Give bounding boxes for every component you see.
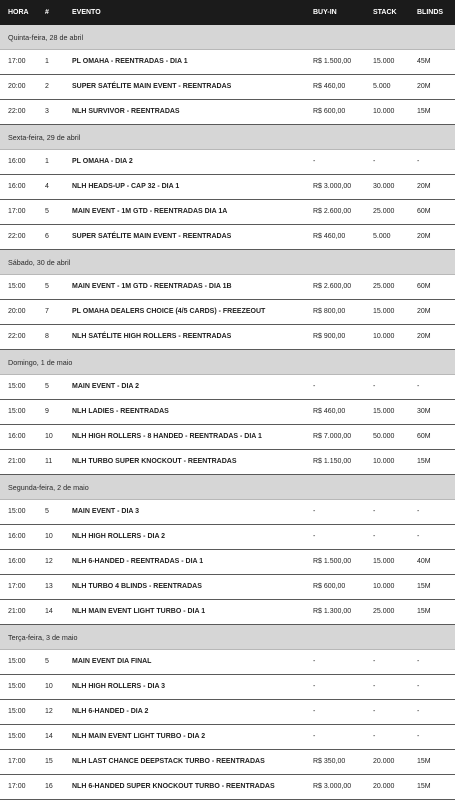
cell-stack: 5.000 [373, 233, 391, 240]
table-row [0, 600, 455, 625]
cell-number: 3 [45, 108, 49, 115]
cell-blinds: 15M [417, 108, 431, 115]
cell-number: 4 [45, 183, 49, 190]
table-row [0, 375, 455, 400]
cell-time: 16:00 [8, 558, 26, 565]
table-row [0, 75, 455, 100]
cell-stack: - [373, 658, 376, 665]
cell-event: SUPER SATÉLITE MAIN EVENT - REENTRADAS [72, 233, 232, 240]
cell-stack: - [373, 683, 376, 690]
cell-stack: 25.000 [373, 608, 395, 615]
cell-blinds: - [417, 383, 420, 390]
table-row [0, 450, 455, 475]
cell-buyin: R$ 350,00 [313, 758, 346, 765]
cell-buyin: - [313, 708, 316, 715]
table-row [0, 400, 455, 425]
cell-stack: 10.000 [373, 333, 395, 340]
header-evento: EVENTO [72, 9, 101, 16]
cell-number: 9 [45, 408, 49, 415]
cell-stack: - [373, 508, 376, 515]
table-row [0, 300, 455, 325]
cell-number: 2 [45, 83, 49, 90]
cell-buyin: R$ 3.000,00 [313, 783, 352, 790]
cell-stack: 30.000 [373, 183, 395, 190]
header-blinds: BLINDS [417, 9, 444, 16]
cell-buyin: R$ 1.500,00 [313, 58, 352, 65]
cell-buyin: R$ 600,00 [313, 108, 346, 115]
cell-number: 15 [45, 758, 53, 765]
table-row [0, 425, 455, 450]
cell-blinds: 45M [417, 58, 431, 65]
cell-time: 15:00 [8, 508, 26, 515]
cell-number: 6 [45, 233, 49, 240]
cell-buyin: - [313, 733, 316, 740]
table-row [0, 225, 455, 250]
cell-blinds: - [417, 533, 420, 540]
cell-number: 16 [45, 783, 53, 790]
cell-blinds: - [417, 508, 420, 515]
cell-event: NLH HEADS-UP - CAP 32 - DIA 1 [72, 183, 180, 190]
cell-time: 22:00 [8, 108, 26, 115]
cell-blinds: - [417, 658, 420, 665]
cell-buyin: R$ 600,00 [313, 583, 346, 590]
day-header: Sábado, 30 de abril [0, 250, 455, 275]
cell-event: NLH SATÉLITE HIGH ROLLERS - REENTRADAS [72, 333, 232, 340]
cell-event: NLH MAIN EVENT LIGHT TURBO - DIA 1 [72, 608, 206, 615]
table-row [0, 725, 455, 750]
cell-event: NLH 6-HANDED - REENTRADAS - DIA 1 [72, 558, 204, 565]
cell-time: 15:00 [8, 683, 26, 690]
cell-number: 1 [45, 58, 49, 65]
cell-event: NLH LAST CHANCE DEEPSTACK TURBO - REENTRADAS [72, 758, 265, 765]
header-buyin: BUY-IN [313, 9, 337, 16]
cell-event: NLH LADIES - REENTRADAS [72, 408, 169, 415]
cell-number: 12 [45, 708, 53, 715]
day-header: Quinta-feira, 28 de abril [0, 25, 455, 50]
cell-number: 10 [45, 683, 53, 690]
day-header: Sexta-feira, 29 de abril [0, 125, 455, 150]
table-row [0, 575, 455, 600]
cell-event: NLH 6-HANDED - DIA 2 [72, 708, 149, 715]
cell-time: 15:00 [8, 408, 26, 415]
cell-blinds: - [417, 683, 420, 690]
cell-time: 22:00 [8, 233, 26, 240]
cell-blinds: 20M [417, 308, 431, 315]
cell-buyin: R$ 1.300,00 [313, 608, 352, 615]
table-row [0, 550, 455, 575]
cell-event: NLH HIGH ROLLERS - DIA 2 [72, 533, 166, 540]
cell-number: 5 [45, 383, 49, 390]
cell-blinds: 15M [417, 783, 431, 790]
table-row [0, 100, 455, 125]
cell-stack: 10.000 [373, 458, 395, 465]
cell-stack: 10.000 [373, 583, 395, 590]
cell-number: 5 [45, 658, 49, 665]
table-row [0, 50, 455, 75]
cell-event: NLH 6-HANDED SUPER KNOCKOUT TURBO - REENTRADAS [72, 783, 275, 790]
cell-stack: 20.000 [373, 758, 395, 765]
cell-buyin: - [313, 683, 316, 690]
cell-event: NLH SURVIVOR - REENTRADAS [72, 108, 180, 115]
cell-stack: 15.000 [373, 408, 395, 415]
cell-buyin: R$ 900,00 [313, 333, 346, 340]
cell-time: 20:00 [8, 308, 26, 315]
table-row [0, 525, 455, 550]
cell-blinds: 30M [417, 408, 431, 415]
cell-event: NLH HIGH ROLLERS - 8 HANDED - REENTRADAS - DIA 1 [72, 433, 262, 440]
cell-buyin: - [313, 508, 316, 515]
cell-blinds: 60M [417, 433, 431, 440]
cell-number: 14 [45, 608, 53, 615]
table-row [0, 750, 455, 775]
cell-number: 5 [45, 283, 49, 290]
cell-blinds: 40M [417, 558, 431, 565]
table-header [0, 0, 455, 25]
cell-stack: 15.000 [373, 58, 395, 65]
header-number: # [45, 9, 49, 16]
cell-event: NLH MAIN EVENT LIGHT TURBO - DIA 2 [72, 733, 206, 740]
cell-buyin: R$ 800,00 [313, 308, 346, 315]
table-row [0, 325, 455, 350]
cell-buyin: R$ 460,00 [313, 233, 346, 240]
cell-buyin: - [313, 383, 316, 390]
cell-stack: - [373, 533, 376, 540]
cell-blinds: 60M [417, 208, 431, 215]
cell-time: 22:00 [8, 333, 26, 340]
cell-event: PL OMAHA DEALERS CHOICE (4/5 CARDS) - FREEZEOUT [72, 308, 266, 315]
header-stack: STACK [373, 9, 397, 16]
cell-number: 5 [45, 208, 49, 215]
cell-buyin: R$ 1.500,00 [313, 558, 352, 565]
cell-blinds: - [417, 158, 420, 165]
cell-number: 12 [45, 558, 53, 565]
table-body [0, 25, 455, 800]
cell-number: 14 [45, 733, 53, 740]
cell-blinds: 20M [417, 83, 431, 90]
cell-time: 15:00 [8, 708, 26, 715]
table-row [0, 700, 455, 725]
cell-stack: 20.000 [373, 783, 395, 790]
cell-blinds: 20M [417, 233, 431, 240]
cell-buyin: R$ 7.000,00 [313, 433, 352, 440]
table-row [0, 675, 455, 700]
day-header: Domingo, 1 de maio [0, 350, 455, 375]
cell-event: MAIN EVENT - DIA 3 [72, 508, 140, 515]
cell-blinds: 20M [417, 333, 431, 340]
cell-time: 16:00 [8, 433, 26, 440]
cell-stack: 5.000 [373, 83, 391, 90]
cell-event: PL OMAHA - DIA 2 [72, 158, 133, 165]
cell-buyin: R$ 460,00 [313, 83, 346, 90]
cell-blinds: 15M [417, 458, 431, 465]
cell-buyin: - [313, 158, 316, 165]
cell-event: MAIN EVENT - 1M GTD - REENTRADAS - DIA 1B [72, 283, 232, 290]
cell-event: MAIN EVENT - DIA 2 [72, 383, 140, 390]
table-row [0, 200, 455, 225]
cell-number: 7 [45, 308, 49, 315]
cell-blinds: 20M [417, 183, 431, 190]
cell-time: 15:00 [8, 383, 26, 390]
cell-stack: - [373, 733, 376, 740]
table-row [0, 275, 455, 300]
cell-blinds: - [417, 708, 420, 715]
cell-event: MAIN EVENT DIA FINAL [72, 658, 152, 665]
cell-buyin: R$ 3.000,00 [313, 183, 352, 190]
cell-number: 13 [45, 583, 53, 590]
cell-number: 11 [45, 458, 53, 465]
cell-stack: 50.000 [373, 433, 395, 440]
cell-blinds: - [417, 733, 420, 740]
cell-stack: - [373, 158, 376, 165]
cell-buyin: R$ 2.600,00 [313, 208, 352, 215]
cell-blinds: 15M [417, 583, 431, 590]
cell-blinds: 60M [417, 283, 431, 290]
table-row [0, 500, 455, 525]
cell-event: MAIN EVENT - 1M GTD - REENTRADAS DIA 1A [72, 208, 228, 215]
cell-time: 15:00 [8, 733, 26, 740]
cell-stack: - [373, 708, 376, 715]
cell-event: PL OMAHA - REENTRADAS - DIA 1 [72, 58, 188, 65]
table-row [0, 775, 455, 800]
cell-blinds: 15M [417, 608, 431, 615]
day-header: Segunda-feira, 2 de maio [0, 475, 455, 500]
cell-number: 10 [45, 433, 53, 440]
cell-buyin: - [313, 658, 316, 665]
cell-number: 5 [45, 508, 49, 515]
cell-time: 17:00 [8, 208, 26, 215]
cell-time: 16:00 [8, 158, 26, 165]
cell-time: 17:00 [8, 583, 26, 590]
cell-stack: - [373, 383, 376, 390]
cell-time: 16:00 [8, 183, 26, 190]
cell-time: 20:00 [8, 83, 26, 90]
cell-event: NLH HIGH ROLLERS - DIA 3 [72, 683, 166, 690]
cell-time: 17:00 [8, 758, 26, 765]
cell-buyin: R$ 2.600,00 [313, 283, 352, 290]
cell-stack: 15.000 [373, 558, 395, 565]
cell-number: 8 [45, 333, 49, 340]
day-header: Terça-feira, 3 de maio [0, 625, 455, 650]
cell-time: 17:00 [8, 783, 26, 790]
cell-stack: 25.000 [373, 208, 395, 215]
cell-stack: 15.000 [373, 308, 395, 315]
header-hora: HORA [8, 9, 29, 16]
cell-time: 17:00 [8, 58, 26, 65]
cell-time: 15:00 [8, 658, 26, 665]
cell-number: 1 [45, 158, 49, 165]
cell-blinds: 15M [417, 758, 431, 765]
cell-time: 21:00 [8, 458, 26, 465]
cell-event: NLH TURBO 4 BLINDS - REENTRADAS [72, 583, 202, 590]
cell-time: 21:00 [8, 608, 26, 615]
cell-number: 10 [45, 533, 53, 540]
cell-buyin: R$ 1.150,00 [313, 458, 352, 465]
cell-time: 15:00 [8, 283, 26, 290]
table-row [0, 175, 455, 200]
cell-event: SUPER SATÉLITE MAIN EVENT - REENTRADAS [72, 83, 232, 90]
cell-time: 16:00 [8, 533, 26, 540]
table-row [0, 150, 455, 175]
cell-stack: 25.000 [373, 283, 395, 290]
cell-buyin: R$ 460,00 [313, 408, 346, 415]
cell-event: NLH TURBO SUPER KNOCKOUT - REENTRADAS [72, 458, 237, 465]
cell-buyin: - [313, 533, 316, 540]
table-row [0, 650, 455, 675]
cell-stack: 10.000 [373, 108, 395, 115]
